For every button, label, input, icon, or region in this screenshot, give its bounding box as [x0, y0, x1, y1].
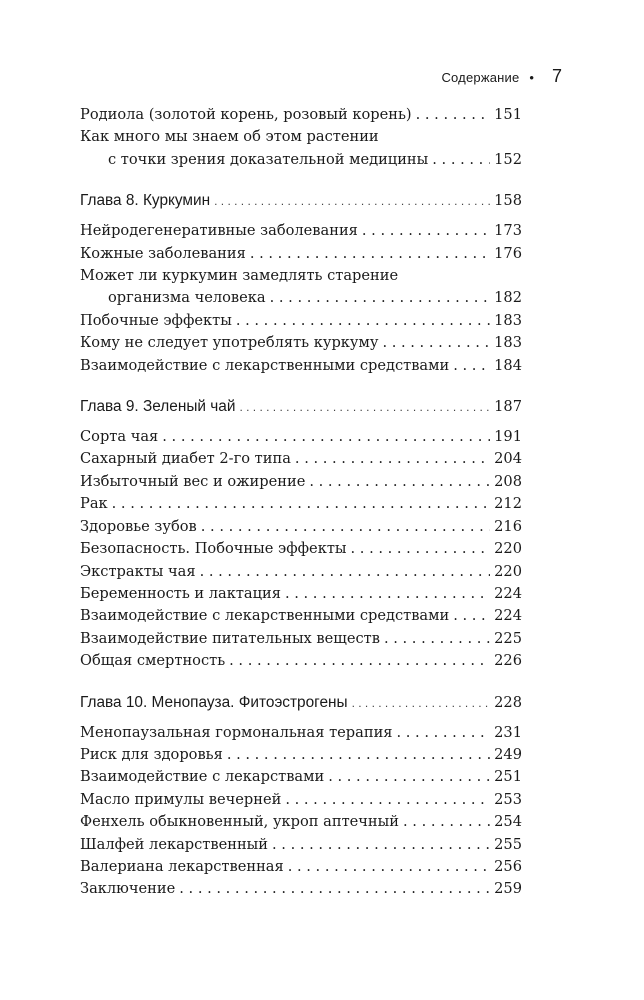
toc-entry-title: Кому не следует употреблять куркуму	[80, 334, 379, 352]
leader-dots	[453, 355, 490, 377]
leader-dots	[239, 396, 490, 418]
toc-entry-title: Заключение	[80, 880, 176, 898]
toc-entry[interactable]	[80, 355, 522, 377]
toc-entry-title: Взаимодействие с лекарствами	[80, 768, 325, 786]
leader-dots	[179, 878, 490, 900]
toc-entry-page: 253	[494, 790, 522, 808]
leader-dots	[250, 243, 490, 265]
leader-dots	[288, 856, 490, 878]
toc-entry[interactable]	[80, 104, 522, 126]
toc-entry-page: 249	[494, 745, 522, 763]
chapter-page: 158	[494, 192, 522, 210]
toc-entry[interactable]	[80, 471, 522, 493]
toc-entry[interactable]	[80, 650, 522, 672]
toc-entry-page: 225	[494, 629, 522, 647]
toc-entry-title-line2: организма человека	[108, 289, 266, 307]
chapter-title: Глава 10. Менопауза. Фитоэстрогены	[80, 693, 348, 711]
toc-entry-title: Риск для здоровья	[80, 745, 223, 763]
toc-entry-page: 224	[494, 584, 522, 602]
toc-entry-page: 255	[494, 835, 522, 853]
toc-entry[interactable]	[80, 493, 522, 515]
leader-dots	[200, 561, 491, 583]
section-title: Содержание	[441, 70, 520, 85]
running-header	[441, 66, 562, 87]
toc-entry-title: Сорта чая	[80, 428, 159, 446]
toc-entry[interactable]	[80, 220, 522, 242]
leader-dots	[397, 722, 491, 744]
table-of-contents	[80, 104, 522, 901]
chapter-title: Глава 8. Куркумин	[80, 192, 211, 210]
bullet-separator: •	[529, 70, 534, 85]
leader-dots	[227, 744, 490, 766]
toc-entry-page: 256	[494, 857, 522, 875]
chapter-page: 187	[494, 398, 522, 416]
leader-dots	[112, 493, 490, 515]
toc-entry-title: Побочные эффекты	[80, 311, 232, 329]
toc-entry-title: Избыточный вес и ожирение	[80, 472, 306, 490]
toc-entry-title-line1: Может ли куркумин замедлять старение	[80, 267, 399, 285]
leader-dots	[270, 287, 491, 309]
toc-entry-page: 151	[494, 106, 522, 123]
toc-entry-title: Менопаузальная гормональная терапия	[80, 723, 393, 741]
leader-dots	[309, 471, 490, 493]
toc-entry-title: Сахарный диабет 2-го типа	[80, 450, 291, 468]
toc-entry-page: 152	[494, 150, 522, 168]
toc-entry[interactable]	[80, 243, 522, 265]
toc-entry-title: Валериана лекарственная	[80, 857, 284, 875]
toc-entry-page: 224	[494, 607, 522, 625]
toc-entry-page: 251	[494, 768, 522, 786]
toc-entry[interactable]	[80, 766, 522, 788]
leader-dots	[384, 628, 490, 650]
toc-entry-page: 216	[494, 517, 522, 535]
toc-entry-title: Беременность и лактация	[80, 584, 281, 602]
leader-dots	[201, 516, 490, 538]
leader-dots	[285, 789, 490, 811]
leader-dots	[229, 650, 490, 672]
toc-entry[interactable]	[80, 744, 522, 766]
toc-entry[interactable]	[80, 538, 522, 560]
toc-entry-page: 212	[494, 495, 522, 513]
toc-entry[interactable]	[80, 856, 522, 878]
toc-entry-title-line2: с точки зрения доказательной медицины	[108, 150, 429, 168]
chapter-page: 228	[494, 693, 522, 711]
toc-entry-page: 184	[494, 356, 522, 374]
leader-dots	[403, 811, 490, 833]
toc-entry-page: 183	[494, 311, 522, 329]
toc-entry-title: Общая смертность	[80, 652, 226, 670]
toc-entry-title: Родиола (золотой корень, розовый корень)	[80, 106, 412, 123]
leader-dots	[453, 605, 490, 627]
toc-entry-multiline[interactable]	[80, 265, 522, 310]
toc-entry-page: 226	[494, 652, 522, 670]
toc-entry-page: 176	[494, 244, 522, 262]
toc-entry[interactable]	[80, 310, 522, 332]
toc-entry-title: Масло примулы вечерней	[80, 790, 282, 808]
toc-entry-page: 220	[494, 540, 522, 558]
toc-entry[interactable]	[80, 789, 522, 811]
page-number: 7	[551, 66, 562, 86]
toc-entry[interactable]	[80, 811, 522, 833]
toc-entry[interactable]	[80, 628, 522, 650]
toc-entry-multiline[interactable]	[80, 126, 522, 171]
toc-entry-title: Нейродегенеративные заболевания	[80, 222, 358, 240]
leader-dots	[162, 426, 490, 448]
chapter-heading-9[interactable]	[80, 396, 522, 418]
toc-entry-page: 254	[494, 813, 522, 831]
toc-entry-title: Взаимодействие питательных веществ	[80, 629, 380, 647]
leader-dots	[328, 766, 490, 788]
toc-entry[interactable]	[80, 448, 522, 470]
toc-entry-title-line1: Как много мы знаем об этом растении	[80, 128, 379, 146]
toc-entry-page: 182	[494, 289, 522, 307]
toc-entry-title: Кожные заболевания	[80, 244, 246, 262]
chapter-title: Глава 9. Зеленый чай	[80, 398, 236, 416]
toc-entry[interactable]	[80, 605, 522, 627]
toc-entry-title: Экстракты чая	[80, 562, 196, 580]
toc-entry-page: 231	[494, 723, 522, 741]
toc-entry-title: Рак	[80, 495, 108, 513]
toc-entry[interactable]	[80, 332, 522, 354]
toc-entry-title: Шалфей лекарственный	[80, 835, 269, 853]
toc-entry[interactable]	[80, 426, 522, 448]
leader-dots	[236, 310, 490, 332]
chapter-heading-8[interactable]	[80, 190, 522, 212]
chapter-heading-10[interactable]	[80, 692, 522, 714]
leader-dots	[214, 190, 490, 212]
leader-dots	[295, 448, 490, 470]
toc-entry[interactable]	[80, 516, 522, 538]
leader-dots	[362, 220, 490, 242]
toc-entry-page: 173	[494, 222, 522, 240]
toc-entry[interactable]	[80, 878, 522, 900]
toc-entry-page: 220	[494, 562, 522, 580]
toc-entry-title: Взаимодействие с лекарственными средствами	[80, 356, 450, 374]
toc-entry-title: Здоровье зубов	[80, 517, 197, 535]
leader-dots	[285, 583, 490, 605]
leader-dots	[272, 834, 490, 856]
toc-entry-page: 259	[494, 880, 522, 898]
toc-entry[interactable]	[80, 722, 522, 744]
toc-entry[interactable]	[80, 561, 522, 583]
toc-entry-title: Фенхель обыкновенный, укроп аптечный	[80, 813, 400, 831]
toc-entry[interactable]	[80, 834, 522, 856]
toc-entry-page: 191	[494, 428, 522, 446]
toc-entry-title: Взаимодействие с лекарственными средствами	[80, 607, 450, 625]
toc-entry-page: 204	[494, 450, 522, 468]
toc-entry-title: Безопасность. Побочные эффекты	[80, 540, 347, 558]
leader-dots	[352, 692, 491, 714]
leader-dots	[382, 332, 490, 354]
toc-entry-page: 208	[494, 472, 522, 490]
leader-dots	[416, 104, 491, 126]
leader-dots	[432, 149, 490, 171]
toc-entry-page: 183	[494, 334, 522, 352]
leader-dots	[351, 538, 491, 560]
toc-entry[interactable]	[80, 583, 522, 605]
